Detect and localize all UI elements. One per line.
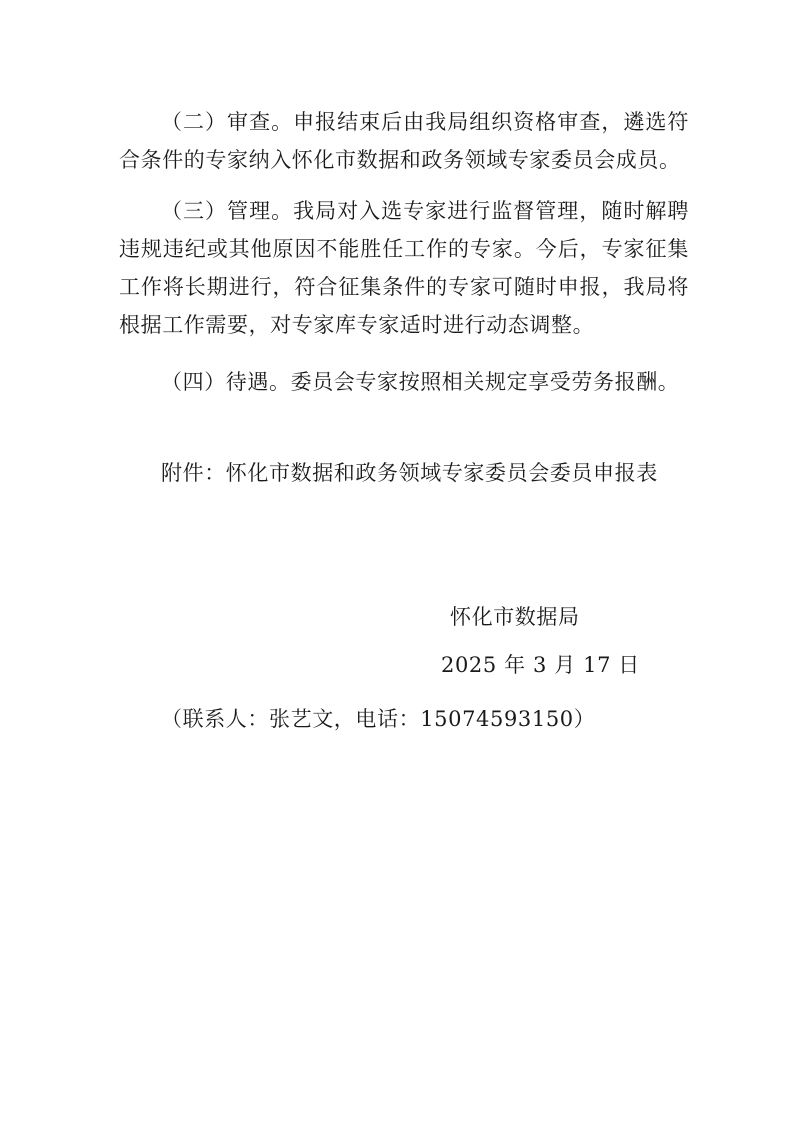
attachment-line: 附件：怀化市数据和政务领域专家委员会委员申报表 xyxy=(161,461,658,485)
paragraph-treatment: （四）待遇。委员会专家按照相关规定享受劳务报酬。 xyxy=(161,370,680,394)
paragraph-management: （三）管理。我局对入选专家进行监督管理，随时解聘违规违纪或其他原因不能胜任工作的专家。今后，专家征集工作将长期进行，符合征集条件的专家可随时申报，我局将根据工作需要，对专家库专家适时进行动态调整。 xyxy=(119,199,689,337)
contact-info: （联系人：张艺文，电话：15074593150） xyxy=(161,707,596,731)
issue-date: 2025 年 3 月 17 日 xyxy=(441,653,640,677)
paragraph-review: （二）审查。申报结束后由我局组织资格审查，遴选符合条件的专家纳入怀化市数据和政务领域专家委员会成员。 xyxy=(119,110,689,172)
issuer-name: 怀化市数据局 xyxy=(450,605,580,629)
